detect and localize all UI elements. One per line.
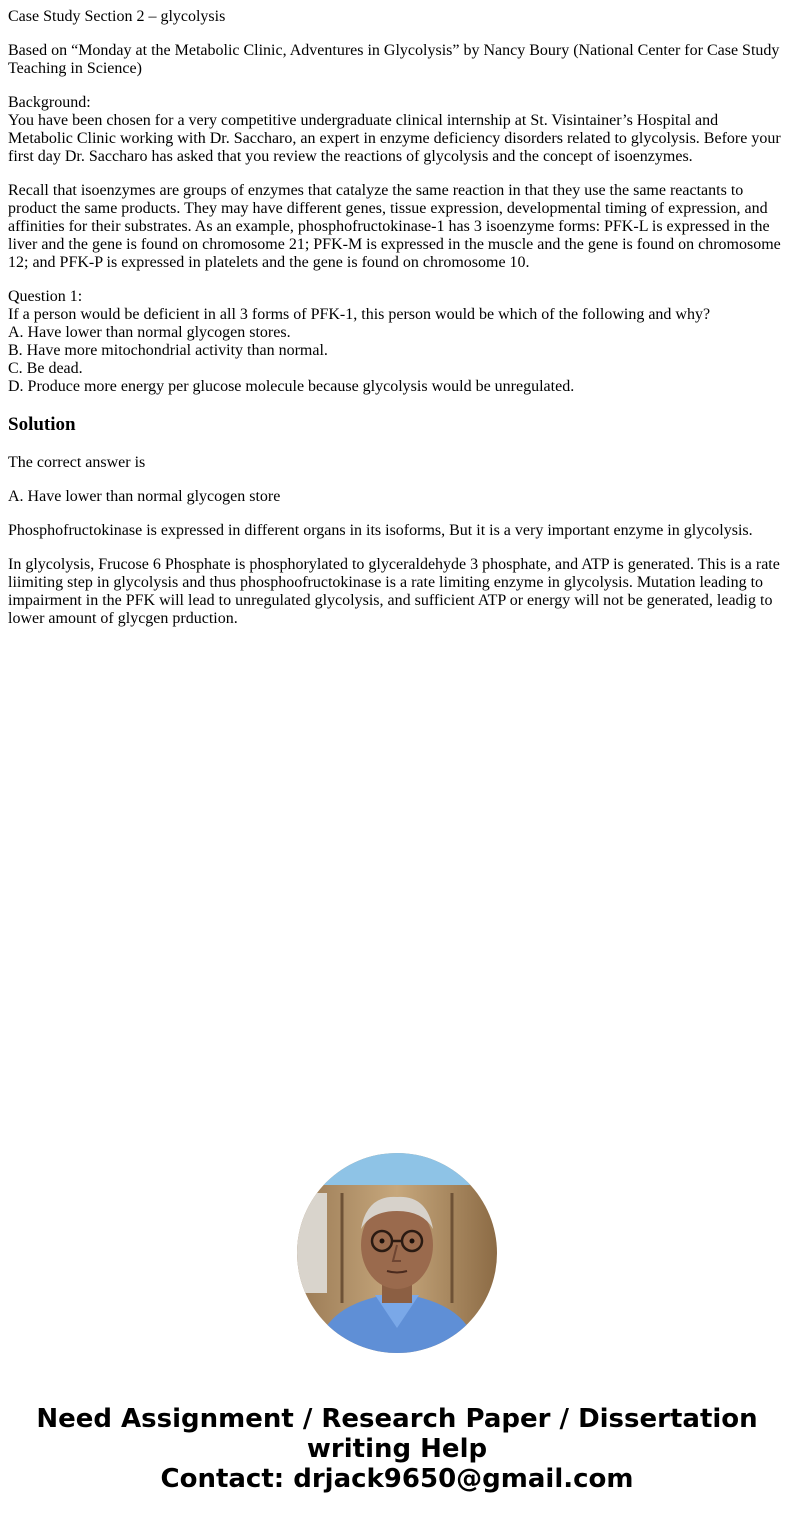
solution-paragraph-2: In glycolysis, Frucose 6 Phosphate is phosphorylated to glyceraldehyde 3 phosphate, and ATP is generated. This is a rate liimiting step in glycolysis and thus phosphoofructokinase is a rate limiting enzyme in glycolysis. Mutation leading to impairment in the PFK will lead to unregulated glycolysis, and sufficient ATP or energy will not be generated, leadig to lower amount of glycgen prduction. <box>8 556 780 627</box>
document-body <box>8 0 786 644</box>
solution-intro: The correct answer is <box>8 454 146 471</box>
solution-answer: A. Have lower than normal glycogen store <box>8 488 281 505</box>
isoenzyme-paragraph: Recall that isoenzymes are groups of enzymes that catalyze the same reaction in that they use the same reactants to product the same products. They may have different genes, tissue expression, developmental timing of expression, and affinities for their substrates. As an example, phosphofructokinase-1 has 3 isoenzyme forms: PFK-L is expressed in the liver and the gene is found on chromosome 21; PFK-M is expressed in the muscle and the gene is found on chromosome 12; and PFK-P is expressed in platelets and the gene is found on chromosome 10. <box>8 182 781 271</box>
option-b: B. Have more mitochondrial activity than normal. <box>8 342 328 359</box>
document-title: Case Study Section 2 – glycolysis <box>8 8 226 25</box>
promo-banner <box>0 1404 794 1494</box>
option-d: D. Produce more energy per glucose molecule because glycolysis would be unregulated. <box>8 378 575 395</box>
question-label: Question 1: <box>8 288 83 305</box>
option-a: A. Have lower than normal glycogen stores. <box>8 324 291 341</box>
author-photo <box>297 1153 497 1353</box>
promo-line-2: writing Help <box>306 1434 488 1464</box>
promo-contact: Contact: drjack9650@gmail.com <box>160 1464 634 1494</box>
solution-heading: Solution <box>8 414 76 435</box>
author-photo-illustration <box>297 1153 497 1353</box>
source-citation: Based on “Monday at the Metabolic Clinic, Adventures in Glycolysis” by Nancy Boury (National Center for Case Study Teaching in Science) <box>8 42 780 77</box>
solution-paragraph-1: Phosphofructokinase is expressed in different organs in its isoforms, But it is a very important enzyme in glycolysis. <box>8 522 753 539</box>
question-section <box>8 288 786 396</box>
background-section <box>8 94 786 166</box>
option-c: C. Be dead. <box>8 360 83 377</box>
background-label: Background: <box>8 94 91 111</box>
background-text: You have been chosen for a very competitive undergraduate clinical internship at St. Visintainer’s Hospital and Metabolic Clinic working with Dr. Saccharo, an expert in enzyme deficiency disorders related to glycolysis. Before your first day Dr. Saccharo has asked that you review the reactions of glycolysis and the concept of isoenzymes. <box>8 112 781 165</box>
question-text: If a person would be deficient in all 3 forms of PFK-1, this person would be which of the following and why? <box>8 306 711 323</box>
promo-line-1: Need Assignment / Research Paper / Dissertation <box>36 1404 758 1434</box>
